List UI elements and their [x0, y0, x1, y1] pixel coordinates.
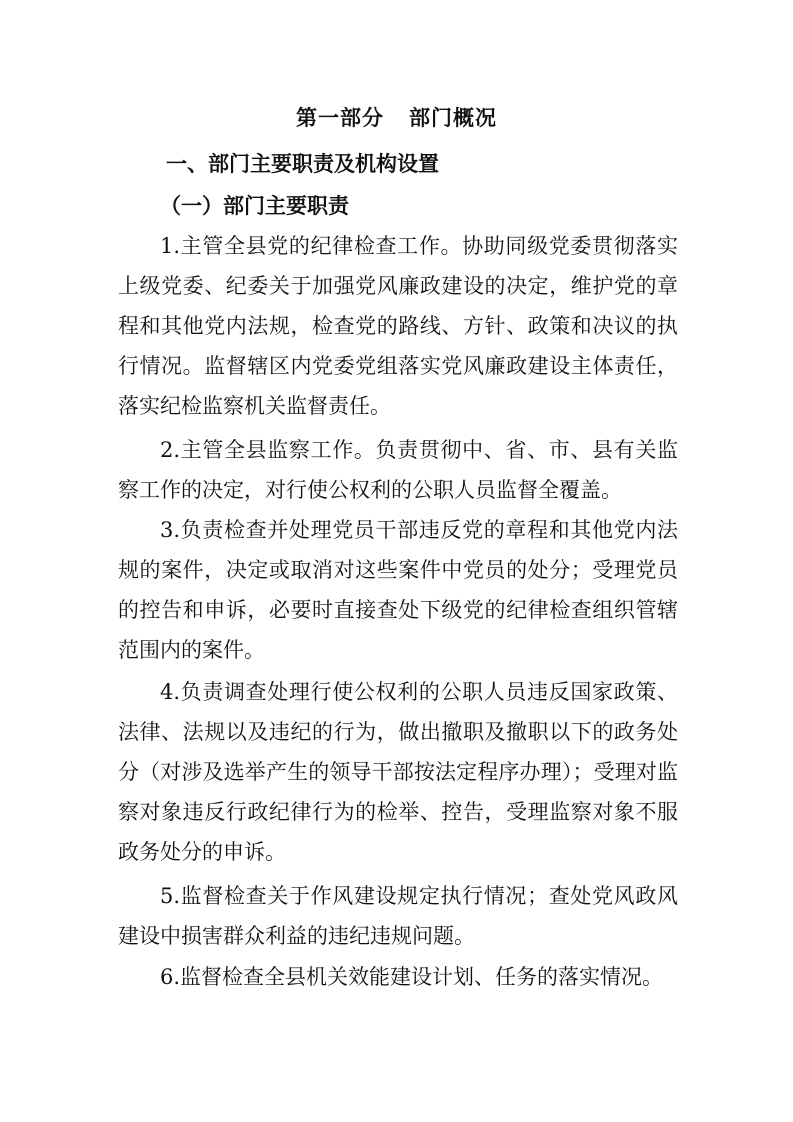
paragraph-6: 6.监督检查全县机关效能建设计划、任务的落实情况。: [160, 965, 664, 989]
subsection-heading: （一）部门主要职责: [160, 194, 349, 218]
paragraph-3: 3.负责检查并处理党员干部违反党的章程和其他党内法规的案件，决定或取消对这些案件中党员的处分；受理党员的控告和申诉，必要时直接查处下级党的纪律检查组织管辖范围内的案件。: [118, 518, 678, 662]
paragraph-5: 5.监督检查关于作风建设规定执行情况；查处党风政风建设中损害群众利益的违纪违规问题。: [118, 884, 678, 948]
paragraph-2: 2.主管全县监察工作。负责贯彻中、省、市、县有关监察工作的决定，对行使公权利的公职人员监督全覆盖。: [118, 438, 678, 502]
page-title: 第一部分 部门概况: [296, 106, 497, 130]
section-heading: 一、部门主要职责及机构设置: [166, 152, 439, 176]
paragraph-4: 4.负责调查处理行使公权利的公职人员违反国家政策、法律、法规以及违纪的行为，做出撤职及撤职以下的政务处分（对涉及选举产生的领导干部按法定程序办理）；受理对监察对象违反行政纪律行为的检举、控告，受理监察对象不服政务处分的申诉。: [118, 680, 678, 864]
paragraph-1: 1.主管全县党的纪律检查工作。协助同级党委贯彻落实上级党委、纪委关于加强党风廉政建设的决定，维护党的章程和其他党内法规，检查党的路线、方针、政策和决议的执行情况。监督辖区内党委党组落实党风廉政建设主体责任，落实纪检监察机关监督责任。: [118, 234, 678, 418]
